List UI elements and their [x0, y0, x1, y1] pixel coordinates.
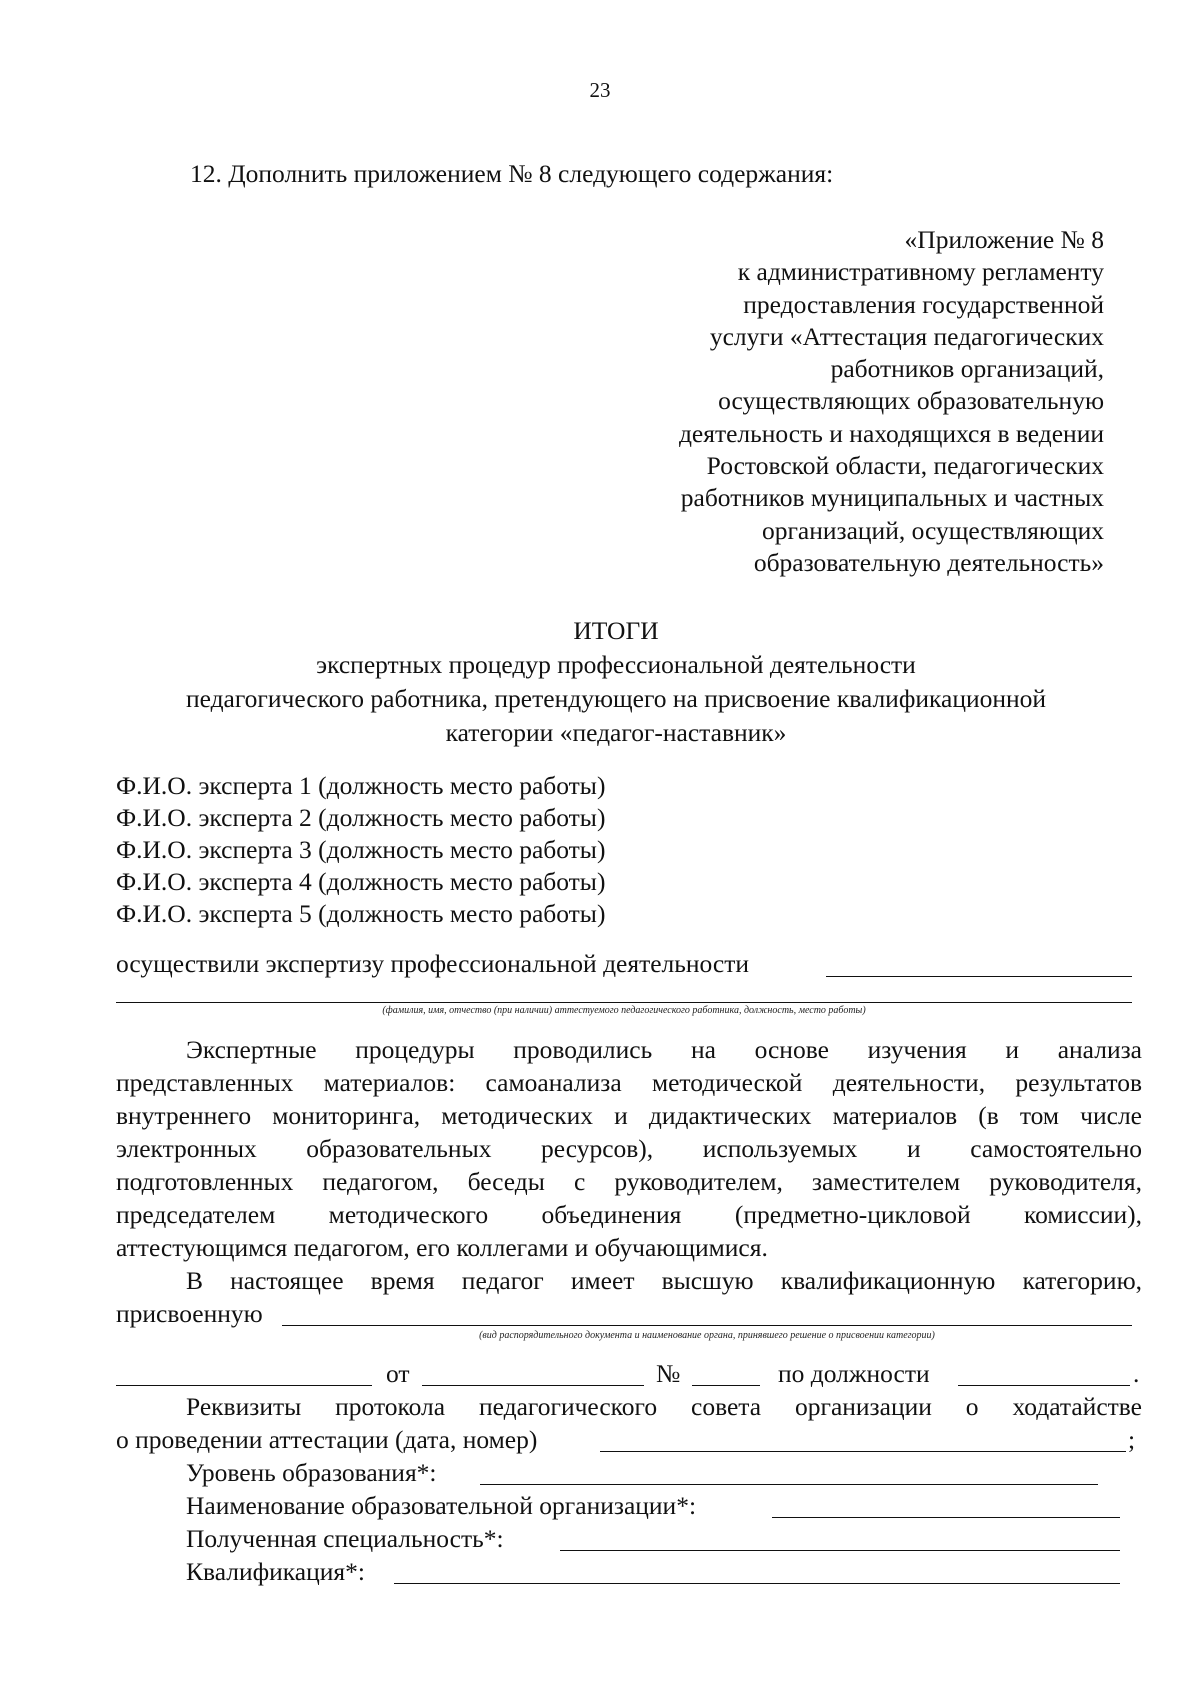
education-level-label: Уровень образования*:	[186, 1458, 437, 1487]
appendix-header-line: работников муниципальных и частных	[680, 483, 1104, 513]
document-title: ИТОГИ	[573, 616, 659, 645]
specialty-field[interactable]	[560, 1523, 1120, 1551]
examinee-details-field[interactable]	[116, 980, 1132, 1003]
expertise-label: осуществили экспертизу профессиональной деятельности	[116, 949, 750, 978]
protocol-end-mark: ;	[1128, 1425, 1136, 1454]
paragraph-1-line: представленных материалов: самоанализа методической деятельности, результатов	[116, 1068, 1142, 1097]
appendix-header-line: Ростовской области, педагогических	[706, 451, 1104, 481]
appendix-header	[679, 224, 1104, 579]
end-mark: .	[1133, 1359, 1140, 1388]
institution-field[interactable]	[772, 1490, 1120, 1518]
qualification-field[interactable]	[394, 1556, 1120, 1584]
appendix-header-line: предоставления государственной	[743, 289, 1104, 319]
expert-line: Ф.И.О. эксперта 3 (должность место работы)	[116, 835, 606, 864]
paragraph-2-line: В настоящее время педагог имеет высшую квалификационную категорию,	[186, 1266, 1142, 1295]
appendix-header-line: «Приложение № 8	[904, 225, 1104, 254]
assigned-caption: (вид распорядительного документа и наименование органа, принявшего решение о присвоении категории)	[479, 1330, 935, 1341]
paragraph-1-line: подготовленных педагогом, беседы с руководителем, заместителем руководителя,	[116, 1167, 1142, 1196]
qualification-label: Квалификация*:	[186, 1557, 365, 1586]
assigned-by-field[interactable]	[282, 1298, 1132, 1326]
number-field[interactable]	[692, 1358, 760, 1386]
date-field[interactable]	[422, 1358, 644, 1386]
education-level-field[interactable]	[480, 1457, 1098, 1485]
appendix-header-line: осуществляющих образовательную	[718, 386, 1104, 416]
expertise-caption: (фамилия, имя, отчество (при наличии) аттестуемого педагогического работника, должность, место работы)	[382, 1005, 866, 1016]
paragraph-1-line: председателем методического объединения (предметно-цикловой комиссии),	[116, 1200, 1142, 1229]
page-number: 23	[589, 78, 611, 102]
expert-line: Ф.И.О. эксперта 1 (должность место работы)	[116, 771, 606, 800]
experts-list	[116, 770, 605, 930]
institution-label: Наименование образовательной организации*:	[186, 1491, 697, 1520]
document-title-block	[120, 615, 1112, 751]
position-label: по должности	[778, 1359, 930, 1388]
paragraph-1-last-line: аттестующимся педагогом, его коллегами и обучающимися.	[116, 1233, 768, 1262]
expert-line: Ф.И.О. эксперта 5 (должность место работы)	[116, 899, 606, 928]
paragraph-1-line: внутреннего мониторинга, методических и дидактических материалов (в том числе	[116, 1101, 1142, 1130]
expert-line: Ф.И.О. эксперта 4 (должность место работы)	[116, 867, 606, 896]
appendix-header-line: к административному регламенту	[737, 257, 1104, 287]
appendix-header-line: организаций, осуществляющих	[761, 515, 1104, 545]
appendix-header-line: деятельность и находящихся в ведении	[678, 418, 1104, 448]
document-subtitle-line: педагогического работника, претендующего на присвоение квалификационной	[185, 684, 1047, 713]
assigned-label: присвоенную	[116, 1299, 263, 1328]
appendix-header-line: услуги «Аттестация педагогических	[709, 321, 1104, 351]
protocol-line: о проведении аттестации (дата, номер)	[116, 1425, 538, 1454]
from-label: от	[386, 1359, 410, 1388]
number-label: №	[656, 1359, 681, 1388]
position-field[interactable]	[958, 1358, 1130, 1386]
examinee-name-field[interactable]	[826, 948, 1132, 977]
document-subtitle-line: экспертных процедур профессиональной деятельности	[316, 650, 916, 679]
amendment-line: 12. Дополнить приложением № 8 следующего содержания:	[190, 159, 834, 188]
protocol-line: Реквизиты протокола педагогического совета организации о ходатайстве	[186, 1392, 1142, 1421]
paragraph-1-line: электронных образовательных ресурсов), используемых и самостоятельно	[116, 1134, 1142, 1163]
expert-line: Ф.И.О. эксперта 2 (должность место работы)	[116, 803, 606, 832]
document-subtitle-line: категории «педагог-наставник»	[445, 718, 787, 747]
appendix-header-line: работников организаций,	[830, 354, 1104, 384]
specialty-label: Полученная специальность*:	[186, 1524, 504, 1553]
protocol-field[interactable]	[600, 1424, 1126, 1452]
paragraph-1-line: Экспертные процедуры проводились на основе изучения и анализа	[186, 1035, 1142, 1064]
appendix-header-line: образовательную деятельность»	[753, 547, 1104, 577]
document-type-field[interactable]	[116, 1358, 372, 1386]
